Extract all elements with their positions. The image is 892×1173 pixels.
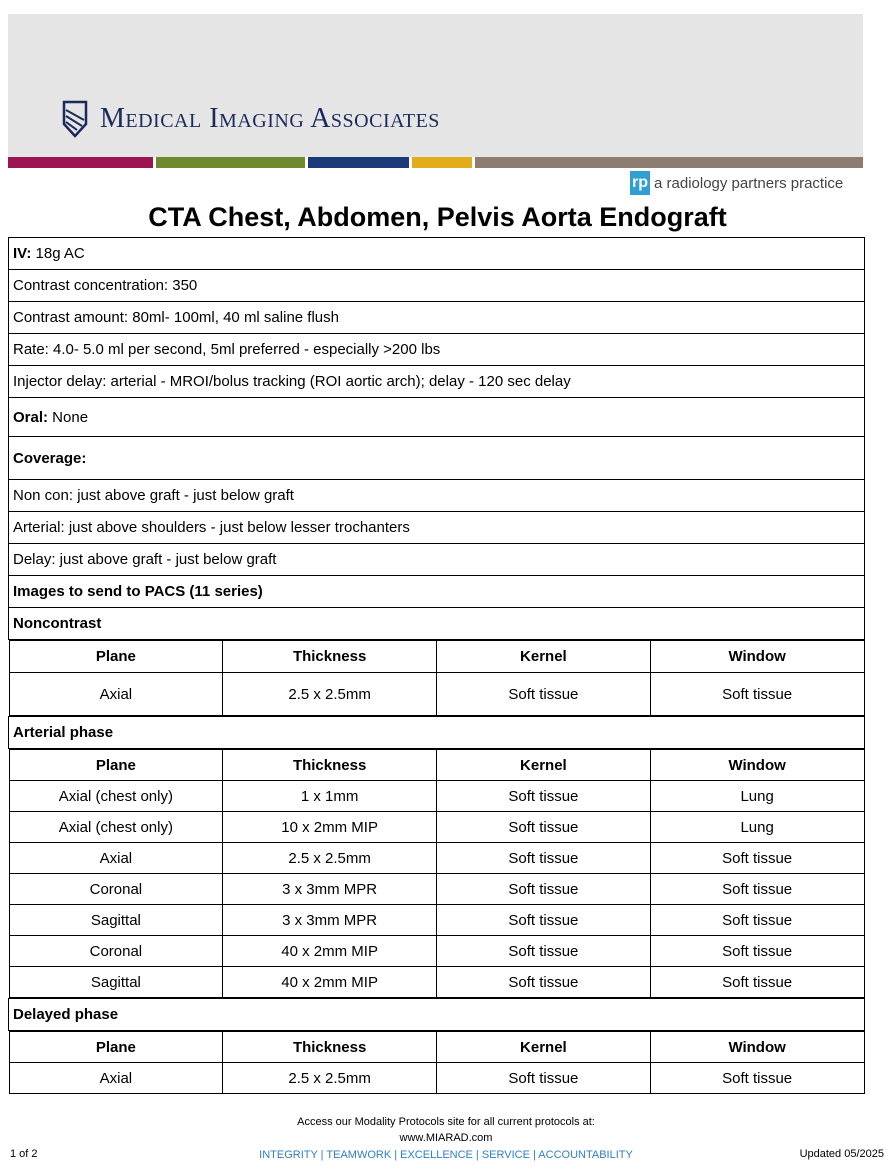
col-kernel: Kernel — [437, 641, 651, 673]
table-row: Coronal 3 x 3mm MPR Soft tissue Soft tissue — [9, 874, 864, 905]
footer-website-link[interactable]: www.MIARAD.com — [399, 1132, 493, 1144]
stripe-5 — [475, 157, 863, 168]
stripe-1 — [8, 157, 153, 168]
coverage-heading: Coverage: — [9, 437, 865, 480]
table-row: Axial 2.5 x 2.5mm Soft tissue Soft tissue — [9, 673, 864, 716]
partner-text: a radiology partners practice — [654, 174, 844, 192]
col-thickness: Thickness — [223, 641, 437, 673]
delayed-table: Plane Thickness Kernel Window Axial 2.5 x 2.5mm Soft tissue Soft tissue — [9, 1031, 865, 1094]
stripe-2 — [156, 157, 305, 168]
col-window: Window — [650, 641, 864, 673]
table-row: Sagittal 3 x 3mm MPR Soft tissue Soft tissue — [9, 905, 864, 936]
oral-row: Oral: None — [9, 398, 865, 437]
stripe-4 — [412, 157, 472, 168]
table-row: Axial (chest only) 1 x 1mm Soft tissue Lung — [9, 781, 864, 812]
arterial-table: Plane Thickness Kernel Window Axial (chest only) 1 x 1mm Soft tissue Lung Axial (chest only) 10 x 2mm MIP Soft tissue Lung Axial 2.5 x 2.5mm Soft tissue Soft tissue Coronal 3 x 3mm MPR Soft tissue Soft tissue Sagittal 3 x 3mm MPR Soft tissue Soft tissue Coronal 40 x 2mm MIP Soft tissue Soft tissue Sagittal 40 x 2mm MIP Soft tissue Soft tissue — [9, 749, 865, 998]
noncontrast-table — [9, 640, 865, 716]
protocol-table — [8, 237, 865, 1094]
iv-row: IV: 18g AC — [9, 238, 865, 270]
table-row: Axial 2.5 x 2.5mm Soft tissue Soft tissue — [9, 843, 864, 874]
table-row: Sagittal 40 x 2mm MIP Soft tissue Soft tissue — [9, 967, 864, 998]
stripe-3 — [308, 157, 409, 168]
delay-row: Delay: just above graft - just below graft — [9, 544, 865, 576]
contrast-concentration-row: Contrast concentration: 350 — [9, 270, 865, 302]
table-row: Coronal 40 x 2mm MIP Soft tissue Soft tissue — [9, 936, 864, 967]
org-logo — [62, 100, 440, 138]
non-con-row: Non con: just above graft - just below graft — [9, 480, 865, 512]
partner-badge — [630, 171, 843, 195]
table-row: Axial (chest only) 10 x 2mm MIP Soft tissue Lung — [9, 812, 864, 843]
footer-access-text: Access our Modality Protocols site for all current protocols at: — [297, 1116, 595, 1128]
page-number: 1 of 2 — [10, 1148, 38, 1160]
noncontrast-label: Noncontrast — [9, 608, 865, 640]
arterial-phase-label: Arterial phase — [9, 717, 865, 749]
shield-icon — [62, 100, 88, 138]
contrast-amount-row: Contrast amount: 80ml- 100ml, 40 ml saline flush — [9, 302, 865, 334]
injector-delay-row: Injector delay: arterial - MROI/bolus tracking (ROI aortic arch); delay - 120 sec delay — [9, 366, 865, 398]
delayed-phase-label: Delayed phase — [9, 999, 865, 1031]
org-name: Medical Imaging Associates — [100, 103, 440, 134]
rp-logo-icon: rp — [630, 171, 650, 195]
rate-row: Rate: 4.0- 5.0 ml per second, 5ml preferred - especially >200 lbs — [9, 334, 865, 366]
table-row: Axial 2.5 x 2.5mm Soft tissue Soft tissue — [9, 1063, 864, 1094]
arterial-row: Arterial: just above shoulders - just below lesser trochanters — [9, 512, 865, 544]
images-heading: Images to send to PACS (11 series) — [9, 576, 865, 608]
col-plane: Plane — [9, 641, 223, 673]
updated-date: Updated 05/2025 — [799, 1148, 884, 1160]
footer-values: INTEGRITY | TEAMWORK | EXCELLENCE | SERVICE | ACCOUNTABILITY — [259, 1149, 633, 1161]
page-title: CTA Chest, Abdomen, Pelvis Aorta Endograft — [148, 202, 727, 232]
